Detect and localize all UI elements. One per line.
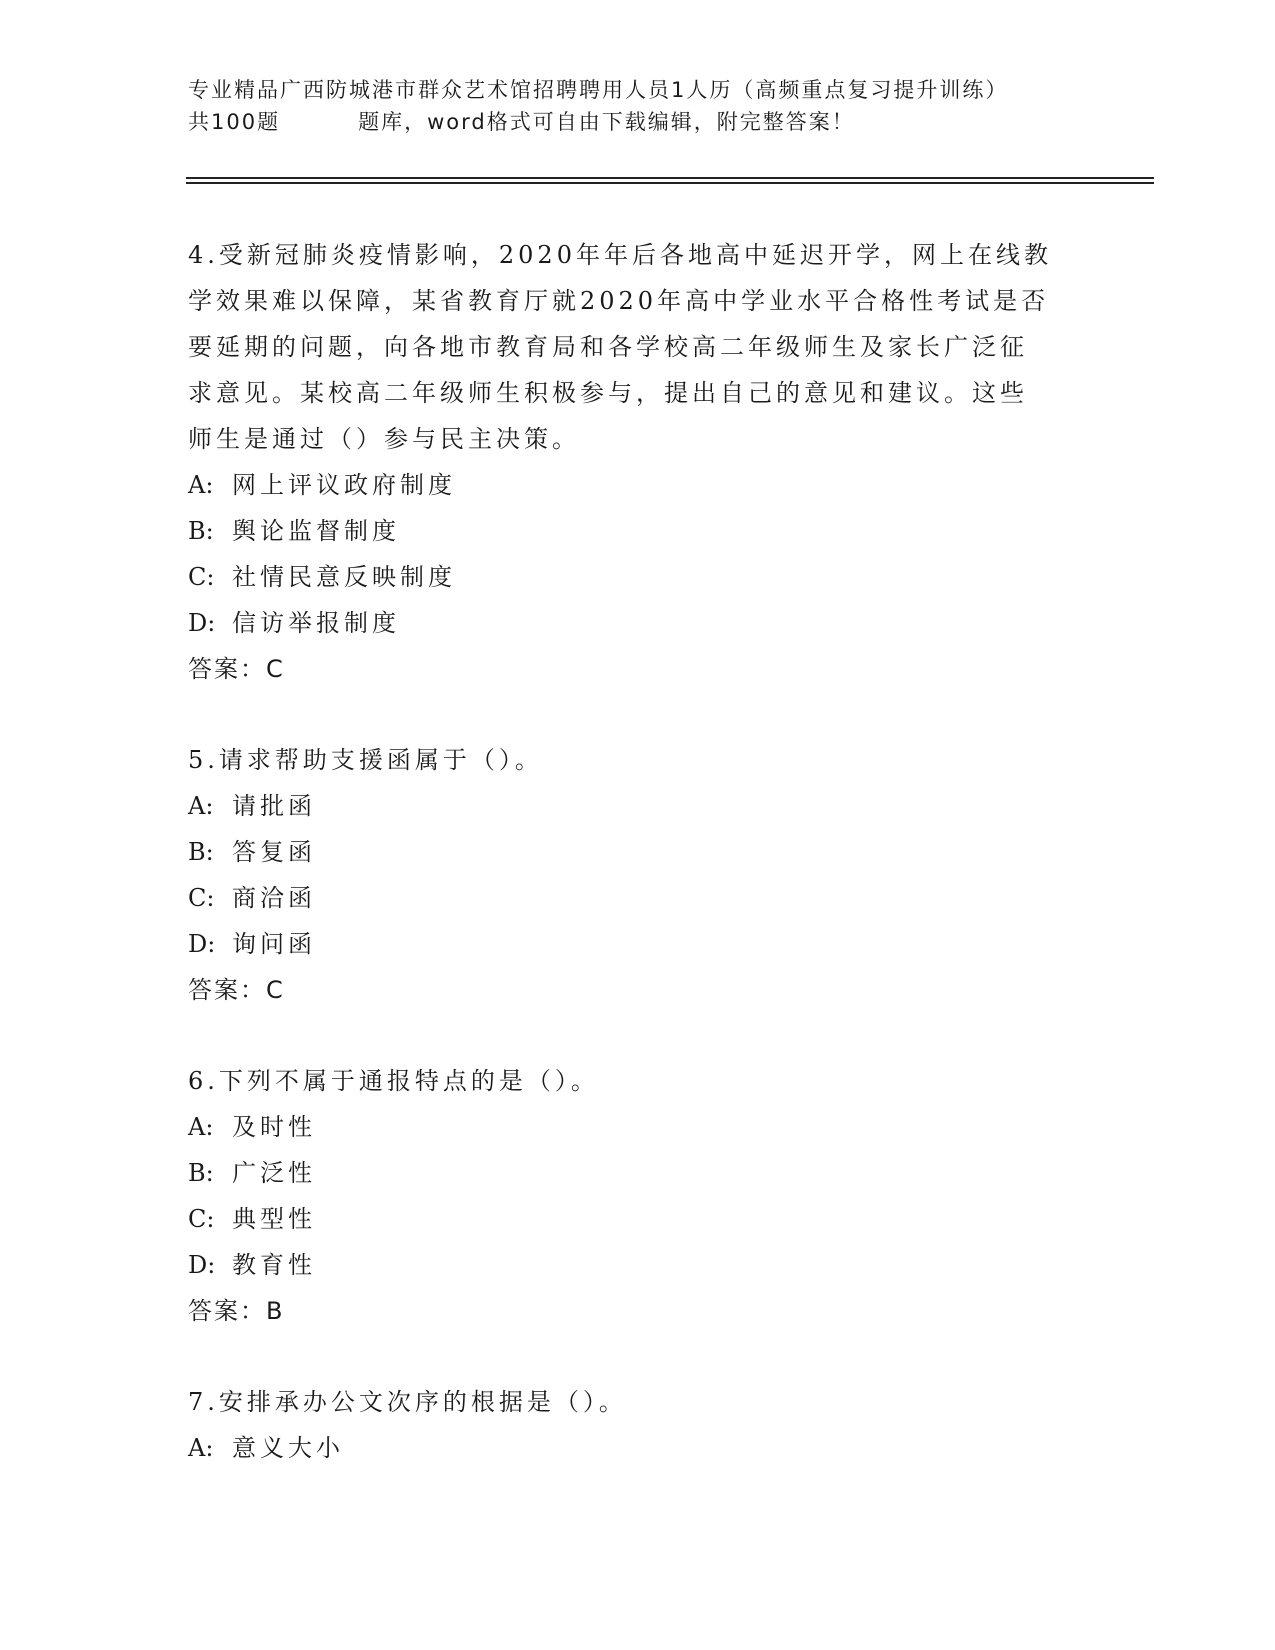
option-key: D: [188,1251,216,1279]
option-key: B: [188,838,214,866]
answer-option [188,875,1088,921]
answer-option [188,921,1088,967]
option-text: 请批函 [232,792,316,820]
header-divider-top [186,177,1154,179]
option-text: 广泛性 [232,1159,316,1187]
question-stem-line: 6.下列不属于通报特点的是（）。 [188,1067,599,1095]
question-item [188,1379,1088,1471]
header-subtitle-line [188,106,1088,138]
question-stem-line: 7.安排承办公文次序的根据是（）。 [188,1388,627,1416]
option-text: 网上评议政府制度 [232,471,456,499]
answer-option [188,1104,1088,1150]
option-key: D: [188,609,216,637]
answer-option [188,1242,1088,1288]
option-key: A: [188,1113,214,1141]
answer-option [188,508,1088,554]
header-gap [280,106,358,138]
question-stem-line: 5.请求帮助支援函属于（）。 [188,746,543,774]
option-key: C: [188,563,215,591]
option-text: 社情民意反映制度 [232,563,456,591]
question-item [188,1058,1088,1334]
answer-option [188,1150,1088,1196]
question-item [188,737,1088,1013]
option-text: 舆论监督制度 [232,517,400,545]
answer-option [188,554,1088,600]
answer-option [188,462,1088,508]
answer-option [188,829,1088,875]
option-text: 商洽函 [232,884,316,912]
question-stem-line: 求意见。某校高二年级师生积极参与，提出自己的意见和建议。这些 [188,379,1028,407]
option-text: 答复函 [232,838,316,866]
option-key: C: [188,1205,215,1233]
option-text: 典型性 [232,1205,316,1233]
option-text: 意义大小 [232,1434,344,1462]
option-key: A: [188,792,214,820]
option-key: D: [188,930,216,958]
document-header [188,74,1088,138]
answer-option [188,600,1088,646]
question-stem-line: 学效果难以保障，某省教育厅就2020年高中学业水平合格性考试是否 [188,287,1050,315]
question-stem-line: 4.受新冠肺炎疫情影响，2020年年后各地高中延迟开学，网上在线教 [188,241,1052,269]
header-divider-bottom [186,182,1154,184]
header-description: 题库，word格式可自由下载编辑，附完整答案！ [358,110,855,134]
answer-line: 答案：C [188,976,285,1004]
header-question-count: 共100题 [188,110,281,134]
option-key: B: [188,517,214,545]
option-key: B: [188,1159,214,1187]
option-key: A: [188,471,214,499]
option-text: 询问函 [232,930,316,958]
answer-line: 答案：B [188,1297,285,1325]
answer-line: 答案：C [188,655,285,683]
option-key: C: [188,884,215,912]
option-text: 信访举报制度 [232,609,400,637]
question-stem-line: 要延期的问题，向各地市教育局和各学校高二年级师生及家长广泛征 [188,333,1028,361]
option-key: A: [188,1434,214,1462]
header-title-line: 专业精品广西防城港市群众艺术馆招聘聘用人员1人历（高频重点复习提升训练） [188,78,1009,102]
answer-option [188,1425,1088,1471]
answer-option [188,1196,1088,1242]
option-text: 教育性 [232,1251,316,1279]
question-list [188,232,1088,1516]
question-stem-line: 师生是通过（）参与民主决策。 [188,425,580,453]
question-item [188,232,1088,692]
option-text: 及时性 [232,1113,316,1141]
answer-option [188,783,1088,829]
